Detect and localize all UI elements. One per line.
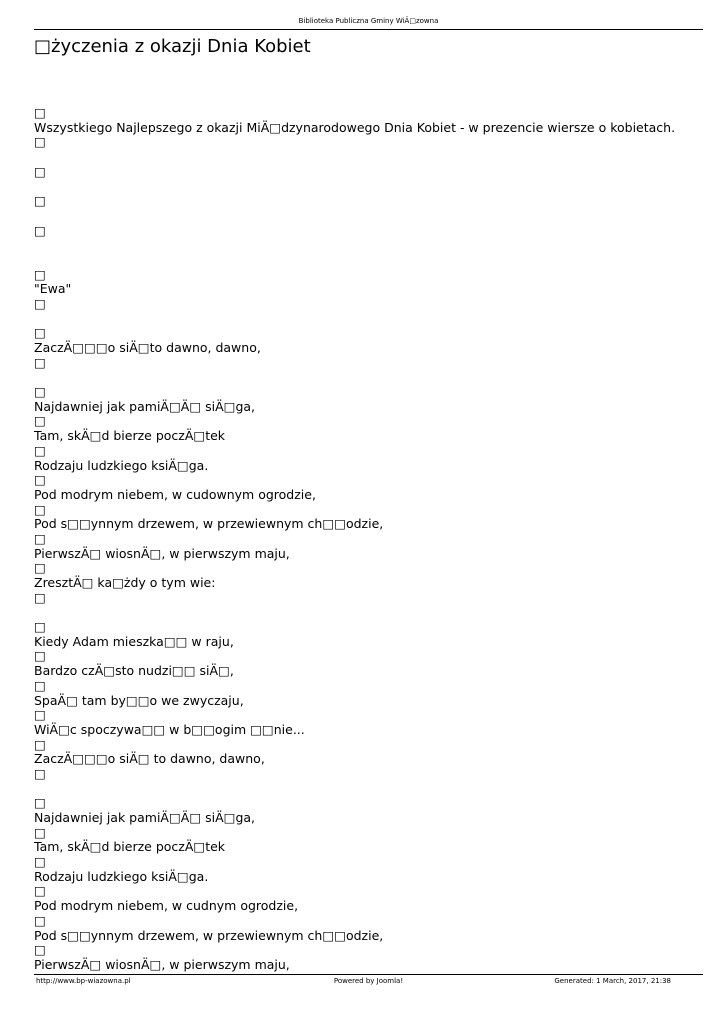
- site-name: Biblioteka Publiczna Gminy WiÄ□zowna: [298, 17, 439, 25]
- text-line: Bardzo czÄ□sto nudzi□□ siÄ□,: [34, 663, 234, 679]
- text-line: Kiedy Adam mieszka□□ w raju,: [34, 633, 234, 649]
- text-line: [34, 312, 704, 327]
- text-line: Rodzaju ludzkiego ksiÄ□ga.: [34, 868, 209, 884]
- text-line: PierwszÄ□ wiosnÄ□, w pierwszym maju,: [34, 956, 290, 972]
- text-line: □: [34, 648, 46, 664]
- text-line: □: [34, 501, 46, 517]
- footer-powered-by: Powered by Joomla!: [333, 977, 404, 985]
- text-line: [34, 209, 704, 224]
- text-line: □: [34, 354, 46, 370]
- text-line: □: [34, 619, 46, 635]
- text-line: Rodzaju ludzkiego ksiÄ□ga.: [34, 457, 209, 473]
- text-line: Tam, skÄ□d bierze poczÄ□tek: [34, 428, 226, 444]
- text-line: □: [34, 707, 46, 723]
- page-footer: [34, 974, 703, 987]
- text-line: WiÄ□c spoczywa□□ w b□□ogim □□nie...: [34, 721, 305, 737]
- text-line: Najdawniej jak pamiÄ□Ä□ siÄ□ga,: [34, 398, 256, 414]
- text-line: □: [34, 765, 46, 781]
- text-line: □: [34, 105, 46, 120]
- text-line: □: [34, 222, 46, 238]
- text-line: □: [34, 134, 46, 150]
- text-line: □: [34, 883, 46, 899]
- text-line: PierwszÄ□ wiosnÄ□, w pierwszym maju,: [34, 545, 290, 561]
- text-line: ZaczÄ□□□o siÄ□to dawno, dawno,: [34, 340, 261, 355]
- text-line: □: [34, 472, 46, 488]
- text-line: □: [34, 384, 46, 400]
- text-line: □: [34, 295, 46, 311]
- text-line: [34, 253, 704, 268]
- text-line: □: [34, 442, 46, 458]
- text-line: □: [34, 325, 46, 341]
- text-line: □: [34, 824, 46, 840]
- text-line: Pod s□□ynnym drzewem, w przewiewnym ch□□odzie,: [34, 516, 384, 532]
- text-line: [34, 605, 704, 620]
- text-line: [34, 370, 704, 385]
- page-header: [34, 15, 703, 30]
- text-line: □: [34, 413, 46, 429]
- footer-url[interactable]: http://www.bp-wiazowna.pl: [36, 977, 131, 985]
- text-line: [34, 782, 704, 797]
- text-line: [34, 238, 704, 253]
- text-line: □: [34, 589, 46, 605]
- text-line: □: [34, 560, 46, 576]
- text-line: □: [34, 854, 46, 870]
- text-line: [34, 150, 704, 165]
- text-line: □: [34, 193, 46, 209]
- text-line: Wszystkiego Najlepszego z okazji MiÄ□dzynarodowego Dnia Kobiet - w prezencie wiersze o kobietach.: [34, 119, 676, 135]
- text-line: ZresztÄ□ ka□żdy o tym wie:: [34, 575, 216, 590]
- text-line: □: [34, 736, 46, 752]
- text-line: "Ewa": [34, 281, 72, 297]
- text-line: □: [34, 912, 46, 928]
- text-line: □: [34, 163, 46, 179]
- text-line: SpaÄ□ tam by□□o we zwyczaju,: [34, 692, 244, 708]
- text-line: □: [34, 942, 46, 958]
- text-line: Pod modrym niebem, w cudownym ogrodzie,: [34, 486, 316, 502]
- text-line: ZaczÄ□□□o siÄ□ to dawno, dawno,: [34, 751, 265, 767]
- text-line: □: [34, 677, 46, 693]
- text-line: Pod s□□ynnym drzewem, w przewiewnym ch□□odzie,: [34, 927, 384, 943]
- footer-generated: Generated: 1 March, 2017, 21:38: [554, 977, 671, 985]
- page-title: □życzenia z okazji Dnia Kobiet: [34, 36, 311, 57]
- text-line: □: [34, 795, 46, 811]
- article-body: [34, 106, 704, 973]
- text-line: Najdawniej jak pamiÄ□Ä□ siÄ□ga,: [34, 810, 256, 825]
- text-line: Pod modrym niebem, w cudnym ogrodzie,: [34, 898, 299, 914]
- text-line: □: [34, 266, 46, 282]
- text-line: [34, 179, 704, 194]
- text-line: Tam, skÄ□d bierze poczÄ□tek: [34, 839, 226, 855]
- text-line: □: [34, 530, 46, 546]
